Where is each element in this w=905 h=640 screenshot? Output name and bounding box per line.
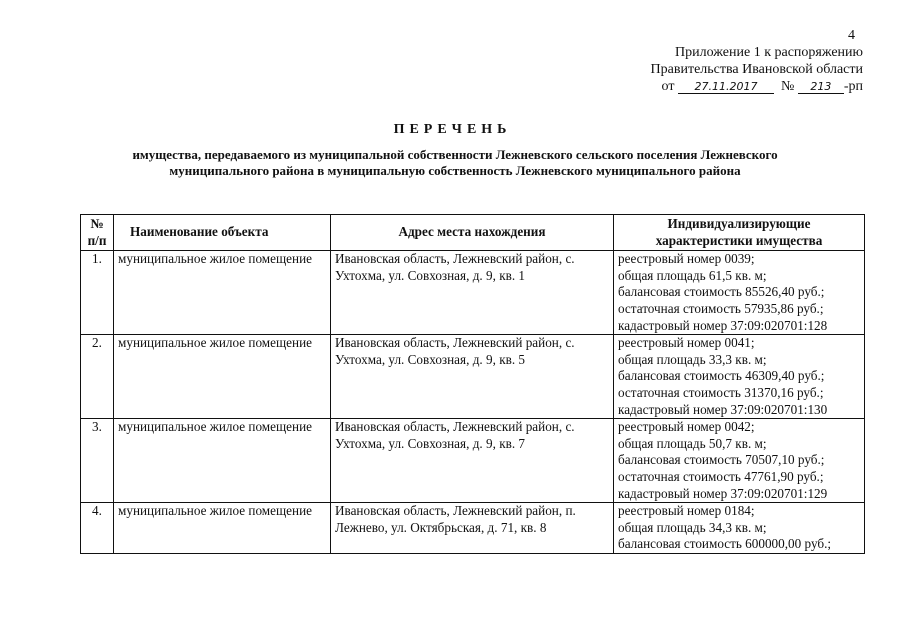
characteristic-line: реестровый номер 0039; <box>618 251 755 267</box>
approval-line-1: Приложение 1 к распоряжению <box>675 45 863 60</box>
from-label: от <box>661 79 675 94</box>
characteristic-line: балансовая стоимость 85526,40 руб.; <box>618 284 825 300</box>
characteristic-line: кадастровый номер 37:09:020701:129 <box>618 485 828 501</box>
object-characteristics <box>614 419 865 503</box>
row-number: 4. <box>81 503 114 554</box>
object-address: Ивановская область, Лежневский район, с. Ухтохма, ул. Совхозная, д. 9, кв. 1 <box>331 251 614 335</box>
characteristic-line: остаточная стоимость 57935,86 руб.; <box>618 300 824 316</box>
object-address: Ивановская область, Лежневский район, с. Ухтохма, ул. Совхозная, д. 9, кв. 5 <box>331 335 614 419</box>
characteristic-line: общая площадь 61,5 кв. м; <box>618 267 767 283</box>
handwritten-number: 213 <box>798 80 844 94</box>
header-num: № п/п <box>81 215 114 251</box>
characteristic-line: остаточная стоимость 31370,16 руб.; <box>618 384 824 400</box>
row-number: 3. <box>81 419 114 503</box>
object-characteristics <box>614 251 865 335</box>
page-number: 4 <box>848 28 855 43</box>
characteristic-line: реестровый номер 0041; <box>618 335 755 351</box>
characteristic-line: общая площадь 34,3 кв. м; <box>618 519 767 535</box>
characteristic-line: балансовая стоимость 70507,10 руб.; <box>618 452 825 468</box>
table-header-row <box>81 215 865 251</box>
characteristic-line: реестровый номер 0184; <box>618 503 755 519</box>
characteristic-line: кадастровый номер 37:09:020701:130 <box>618 401 828 417</box>
document-subtitle <box>60 147 850 179</box>
object-name: муниципальное жилое помещение <box>114 251 331 335</box>
document-title: ПЕРЕЧЕНЬ <box>393 122 512 137</box>
number-label: № <box>780 79 795 94</box>
characteristic-line: общая площадь 50,7 кв. м; <box>618 435 767 451</box>
object-name: муниципальное жилое помещение <box>114 335 331 419</box>
subtitle-line-2: муниципального района в муниципальную собственность Лежневского муниципального района <box>169 163 741 178</box>
row-number: 1. <box>81 251 114 335</box>
object-address: Ивановская область, Лежневский район, с. Ухтохма, ул. Совхозная, д. 9, кв. 7 <box>331 419 614 503</box>
object-characteristics <box>614 503 865 554</box>
object-name: муниципальное жилое помещение <box>114 419 331 503</box>
header-characteristics: Индивидуализирующие характеристики имущества <box>614 215 865 251</box>
characteristic-line: общая площадь 33,3 кв. м; <box>618 351 767 367</box>
characteristic-line: балансовая стоимость 600000,00 руб.; <box>618 536 832 552</box>
table-row <box>81 251 865 335</box>
order-suffix: -рп <box>843 79 863 94</box>
characteristic-line: кадастровый номер 37:09:020701:128 <box>618 317 828 333</box>
header-name: Наименование объекта <box>114 215 331 251</box>
object-name: муниципальное жилое помещение <box>114 503 331 554</box>
object-address: Ивановская область, Лежневский район, п. Лежнево, ул. Октябрьская, д. 71, кв. 8 <box>331 503 614 554</box>
table-body <box>81 251 865 554</box>
handwritten-date: 27.11.2017 <box>678 80 774 94</box>
table-row <box>81 419 865 503</box>
table-row <box>81 335 865 419</box>
characteristic-line: остаточная стоимость 47761,90 руб.; <box>618 468 824 484</box>
characteristic-line: балансовая стоимость 46309,40 руб.; <box>618 368 825 384</box>
approval-line-2: Правительства Ивановской области <box>650 62 863 77</box>
approval-block <box>651 44 863 95</box>
characteristic-line: реестровый номер 0042; <box>618 419 755 435</box>
subtitle-line-1: имущества, передаваемого из муниципальной собственности Лежневского сельского поселения Лежневского <box>132 147 778 162</box>
table-row <box>81 503 865 554</box>
row-number: 2. <box>81 335 114 419</box>
header-address: Адрес места нахождения <box>331 215 614 251</box>
property-table <box>80 214 865 554</box>
object-characteristics <box>614 335 865 419</box>
approval-line-3 <box>651 78 863 95</box>
